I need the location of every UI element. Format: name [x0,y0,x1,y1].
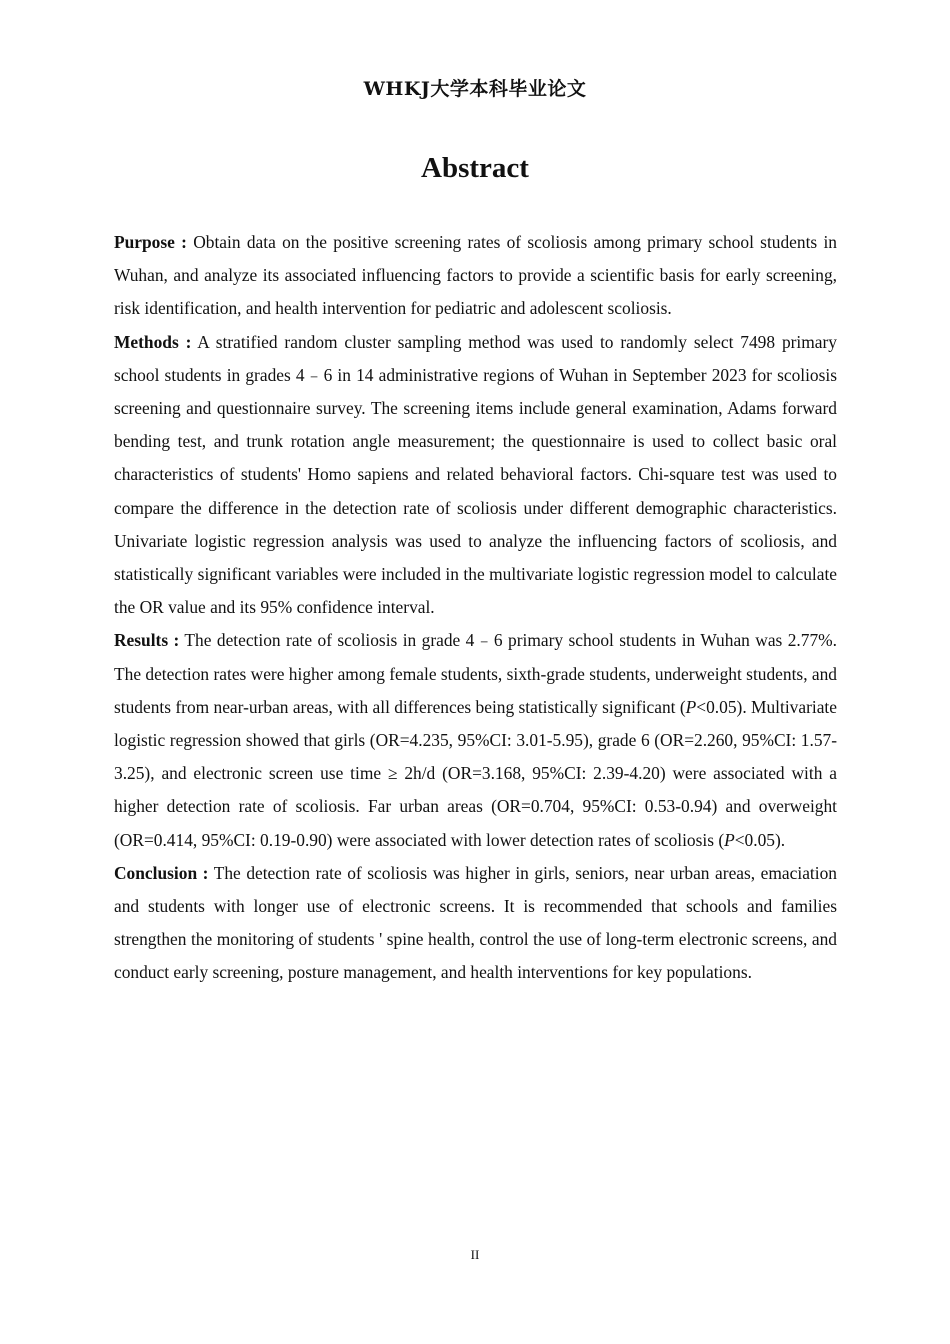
abstract-body [114,226,837,990]
conclusion-paragraph [114,857,837,990]
running-header: WHKJ大学本科毕业论文 [363,78,587,100]
purpose-label: Purpose : [114,232,187,252]
p-value-symbol: P [724,829,735,850]
methods-label: Methods : [114,331,192,352]
purpose-text: Obtain data on the positive screening rates of scoliosis among primary school students in Wuhan, and analyze its associated influencing factors to provide a scientific basis for early screening, risk identification, and health intervention for pediatric and adolescent scoliosis. [114,232,837,319]
conclusion-text: The detection rate of scoliosis was higher in girls, seniors, near urban areas, emaciation and students with longer use of electronic screens. It is recommended that schools and families strengthen the monitoring of students ' spine health, control the use of long-term electronic screens, and conduct early screening, posture management, and health interventions for key populations. [114,862,837,983]
page-title: Abstract [421,152,529,184]
results-text-1: The detection rate of scoliosis in grade 4﹣6 primary school students in Wuhan was 2.77%. The detection rates were higher among female students, sixth-grade students, underweight students, and students from near-urban areas, with all differences being statistically significant ( [114,630,837,717]
results-text-3: <0.05). [734,829,786,850]
page-number: II [470,1247,480,1262]
results-label: Results : [114,630,180,651]
methods-paragraph [114,326,837,625]
methods-text: A stratified random cluster sampling method was used to randomly select 7498 primary school students in grades 4﹣6 in 14 administrative regions of Wuhan in September 2023 for scoliosis screening and questionnaire survey. The screening items include general examination, Adams forward bending test, and trunk rotation angle measurement; the questionnaire is used to collect basic oral characteristics of students' Homo sapiens and related behavioral factors. Chi-square test was used to compare the difference in the detection rate of scoliosis under different demographic characteristics. Univariate logistic regression analysis was used to analyze the influencing factors of scoliosis, and statistically significant variables were included in the multivariate logistic regression model to calculate the OR value and its 95% confidence interval. [114,331,837,618]
results-paragraph [114,624,837,856]
conclusion-label: Conclusion : [114,862,209,883]
results-text-2: <0.05). Multivariate logistic regression showed that girls (OR=4.235, 95%CI: 3.01-5.95), grade 6 (OR=2.260, 95%CI: 1.57-3.25), and electronic screen use time ≥ 2h/d (OR=3.168, 95%CI: 2.39-4.20) were associated with a higher detection rate of scoliosis. Far urban areas (OR=0.704, 95%CI: 0.53-0.94) and overweight (OR=0.414, 95%CI: 0.19-0.90) were associated with lower detection rates of scoliosis ( [114,696,837,850]
purpose-paragraph [114,226,837,326]
p-value-symbol: P [685,696,697,717]
